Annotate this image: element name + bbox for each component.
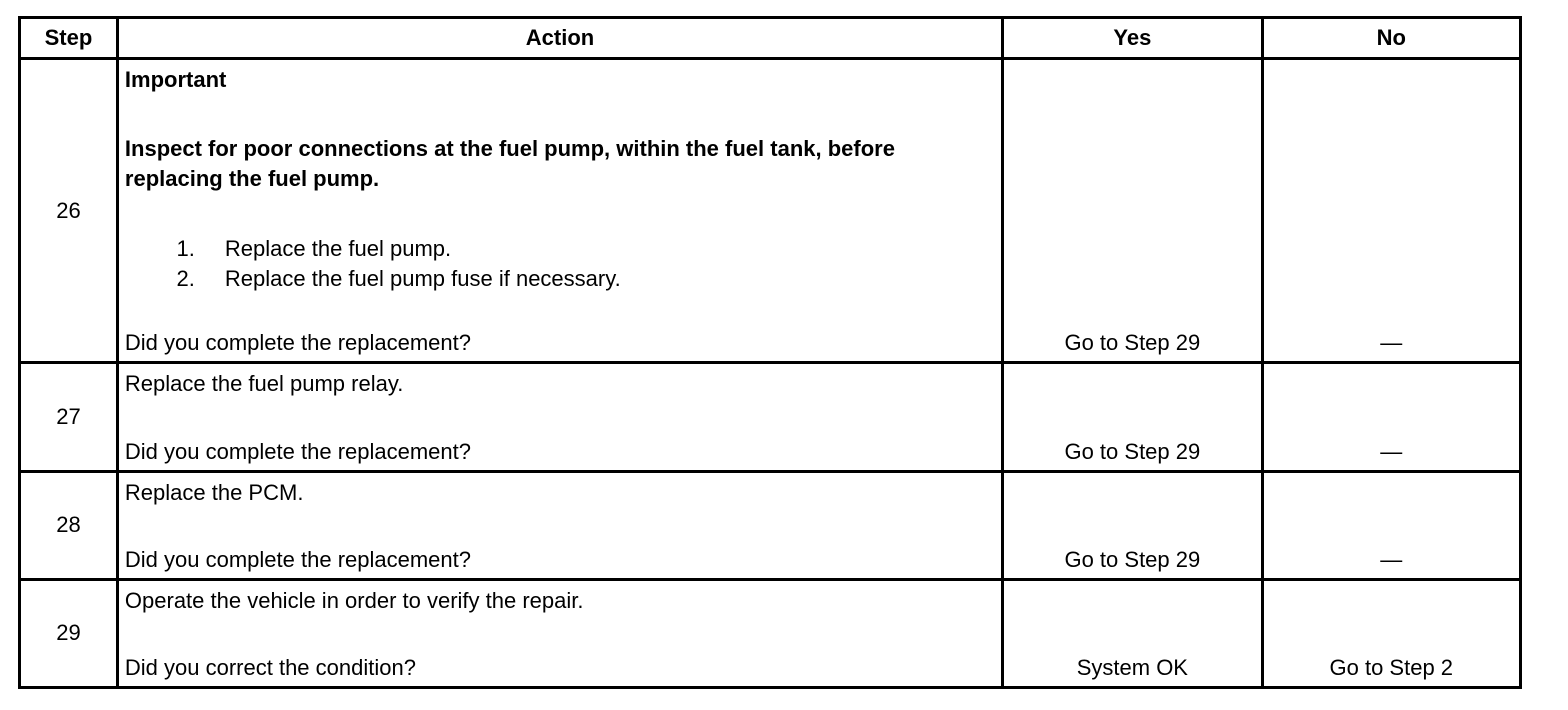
table-row-step-29: [20, 579, 1521, 687]
action-question: Did you complete the replacement?: [124, 546, 471, 572]
no-content: [1264, 364, 1519, 469]
yes-cell: [1003, 363, 1262, 471]
yes-content: [1004, 581, 1260, 686]
diagnostic-table: [18, 16, 1522, 689]
no-cell: [1262, 471, 1520, 579]
action-text: Replace the PCM.: [124, 479, 304, 505]
no-cell: [1262, 59, 1520, 363]
table-header: [20, 18, 1521, 59]
step-number: 26: [20, 59, 118, 363]
no-content: [1264, 60, 1519, 361]
action-question: Did you complete the replacement?: [124, 330, 471, 356]
action-cell: [117, 59, 1002, 363]
action-cell: [117, 471, 1002, 579]
yes-content: [1004, 60, 1260, 361]
no-content: [1264, 581, 1519, 686]
no-cell: [1262, 579, 1520, 687]
table-row-step-27: [20, 363, 1521, 471]
no-content: [1264, 473, 1519, 578]
yes-result: System OK: [1076, 655, 1188, 680]
no-result: —: [1380, 546, 1403, 572]
step-number: 28: [20, 471, 118, 579]
yes-result: Go to Step 29: [1064, 546, 1201, 572]
table-row-step-28: [20, 471, 1521, 579]
action-content: [119, 473, 1001, 578]
list-item-text: Replace the fuel pump fuse if necessary.: [224, 266, 621, 291]
step-number: 27: [20, 363, 118, 471]
yes-cell: [1003, 471, 1262, 579]
header-step: Step: [20, 18, 118, 59]
action-content: [119, 60, 1001, 361]
no-cell: [1262, 363, 1520, 471]
important-label: Important: [124, 67, 227, 92]
header-no: No: [1262, 18, 1520, 59]
action-steps-list: [125, 234, 995, 294]
action-cell: [117, 363, 1002, 471]
action-content: [119, 581, 1001, 686]
action-content: [119, 364, 1001, 469]
header-action: Action: [117, 18, 1002, 59]
action-text: Replace the fuel pump relay.: [124, 371, 404, 397]
yes-content: [1004, 364, 1260, 469]
header-row: [20, 18, 1521, 59]
list-item: [125, 264, 995, 294]
list-item-text: Replace the fuel pump.: [224, 236, 452, 261]
action-cell: [117, 579, 1002, 687]
table-row-step-26: [20, 59, 1521, 363]
yes-content: [1004, 473, 1260, 578]
action-question: Did you correct the condition?: [124, 655, 416, 680]
action-text: Operate the vehicle in order to verify the repair.: [124, 587, 584, 613]
no-result: —: [1380, 438, 1403, 464]
yes-cell: [1003, 579, 1262, 687]
no-result: Go to Step 2: [1329, 655, 1454, 680]
no-result: —: [1380, 330, 1403, 356]
yes-cell: [1003, 59, 1262, 363]
yes-result: Go to Step 29: [1064, 330, 1201, 356]
list-item-number: 1.: [176, 236, 195, 261]
action-question: Did you complete the replacement?: [124, 438, 471, 464]
yes-result: Go to Step 29: [1064, 438, 1201, 464]
table-body: [20, 59, 1521, 688]
step-number: 29: [20, 579, 118, 687]
important-text: Inspect for poor connections at the fuel pump, within the fuel tank, before replacing the fuel pump.: [124, 136, 895, 191]
list-item-number: 2.: [176, 266, 195, 291]
header-yes: Yes: [1003, 18, 1262, 59]
list-item: [125, 234, 995, 264]
